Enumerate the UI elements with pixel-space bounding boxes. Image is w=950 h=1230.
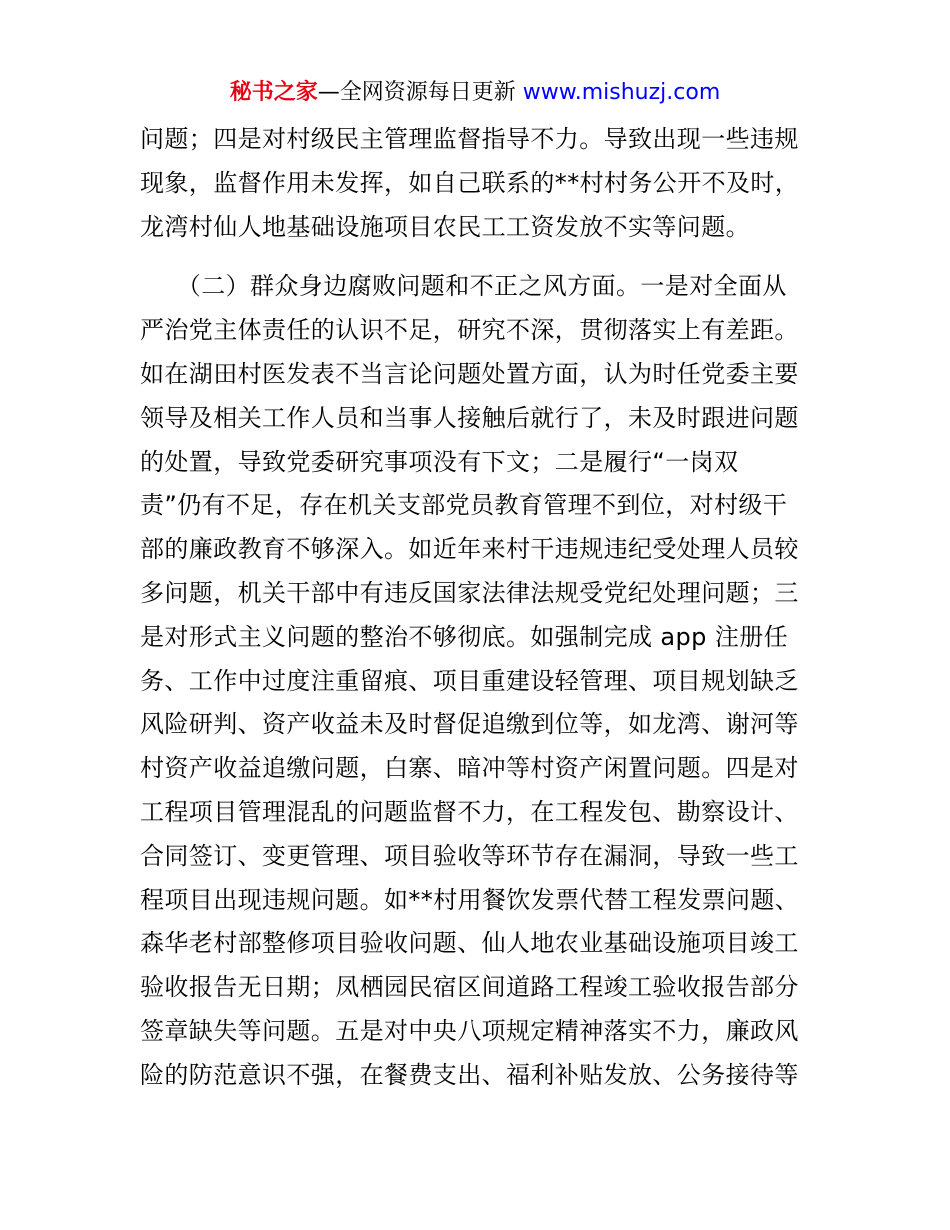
text-line: 合同签订、变更管理、项目验收等环节存在漏洞，导致一些工 bbox=[140, 841, 799, 870]
text-line: 工程项目管理混乱的问题监督不力，在工程发包、勘察设计、 bbox=[140, 797, 799, 826]
site-brand: 秘书之家 bbox=[229, 80, 318, 105]
text-line: 森华老村部整修项目验收问题、仙人地农业基础设施项目竣工 bbox=[140, 929, 799, 958]
text-line: 龙湾村仙人地基础设施项目农民工工资发放不实等问题。 bbox=[140, 212, 750, 241]
text-line: 程项目出现违规问题。如**村用餐饮发票代替工程发票问题、 bbox=[140, 885, 800, 914]
paragraph-2 bbox=[140, 265, 820, 1097]
text-line: 多问题，机关干部中有违反国家法律法规受党纪处理问题；三 bbox=[140, 578, 799, 607]
site-header bbox=[0, 78, 950, 108]
text-line: 责”仍有不足，存在机关支部党员教育管理不到位，对村级干 bbox=[140, 491, 788, 520]
text-line: 务、工作中过度注重留痕、项目重建设轻管理、项目规划缺乏 bbox=[140, 666, 799, 695]
text-line: 风险研判、资产收益未及时督促追缴到位等，如龙湾、谢河等 bbox=[140, 710, 799, 739]
site-url-link[interactable]: www.mishuzj.com bbox=[522, 80, 721, 105]
text-line: 严治党主体责任的认识不足，研究不深，贯彻落实上有差距。 bbox=[140, 316, 799, 345]
text-line: 的处置，导致党委研究事项没有下文；二是履行“一岗双 bbox=[140, 447, 739, 476]
document-body bbox=[140, 118, 820, 1098]
paragraph-gap bbox=[140, 249, 820, 265]
text-line: 部的廉政教育不够深入。如近年来村干违规违纪受处理人员较 bbox=[140, 535, 799, 564]
text-line: 验收报告无日期；凤栖园民宿区间道路工程竣工验收报告部分 bbox=[140, 973, 799, 1002]
text-line: 领导及相关工作人员和当事人接触后就行了，未及时跟进问题 bbox=[140, 403, 799, 432]
paragraph-1 bbox=[140, 118, 820, 249]
text-line: 险的防范意识不强，在餐费支出、福利补贴发放、公务接待等 bbox=[140, 1060, 799, 1089]
text-line: （二）群众身边腐败问题和不正之风方面。一是对全面从 bbox=[140, 272, 787, 301]
site-tagline: —全网资源每日更新 bbox=[317, 80, 523, 105]
text-line: 现象，监督作用未发挥，如自己联系的**村村务公开不及时， bbox=[140, 168, 800, 197]
text-line: 签章缺失等问题。五是对中央八项规定精神落实不力，廉政风 bbox=[140, 1016, 799, 1045]
text-line: 如在湖田村医发表不当言论问题处置方面，认为时任党委主要 bbox=[140, 359, 799, 388]
text-line: 村资产收益追缴问题，白寨、暗冲等村资产闲置问题。四是对 bbox=[140, 754, 799, 783]
text-line: 是对形式主义问题的整治不够彻底。如强制完成 app 注册任 bbox=[140, 622, 789, 651]
text-line: 问题；四是对村级民主管理监督指导不力。导致出现一些违规 bbox=[140, 125, 799, 153]
